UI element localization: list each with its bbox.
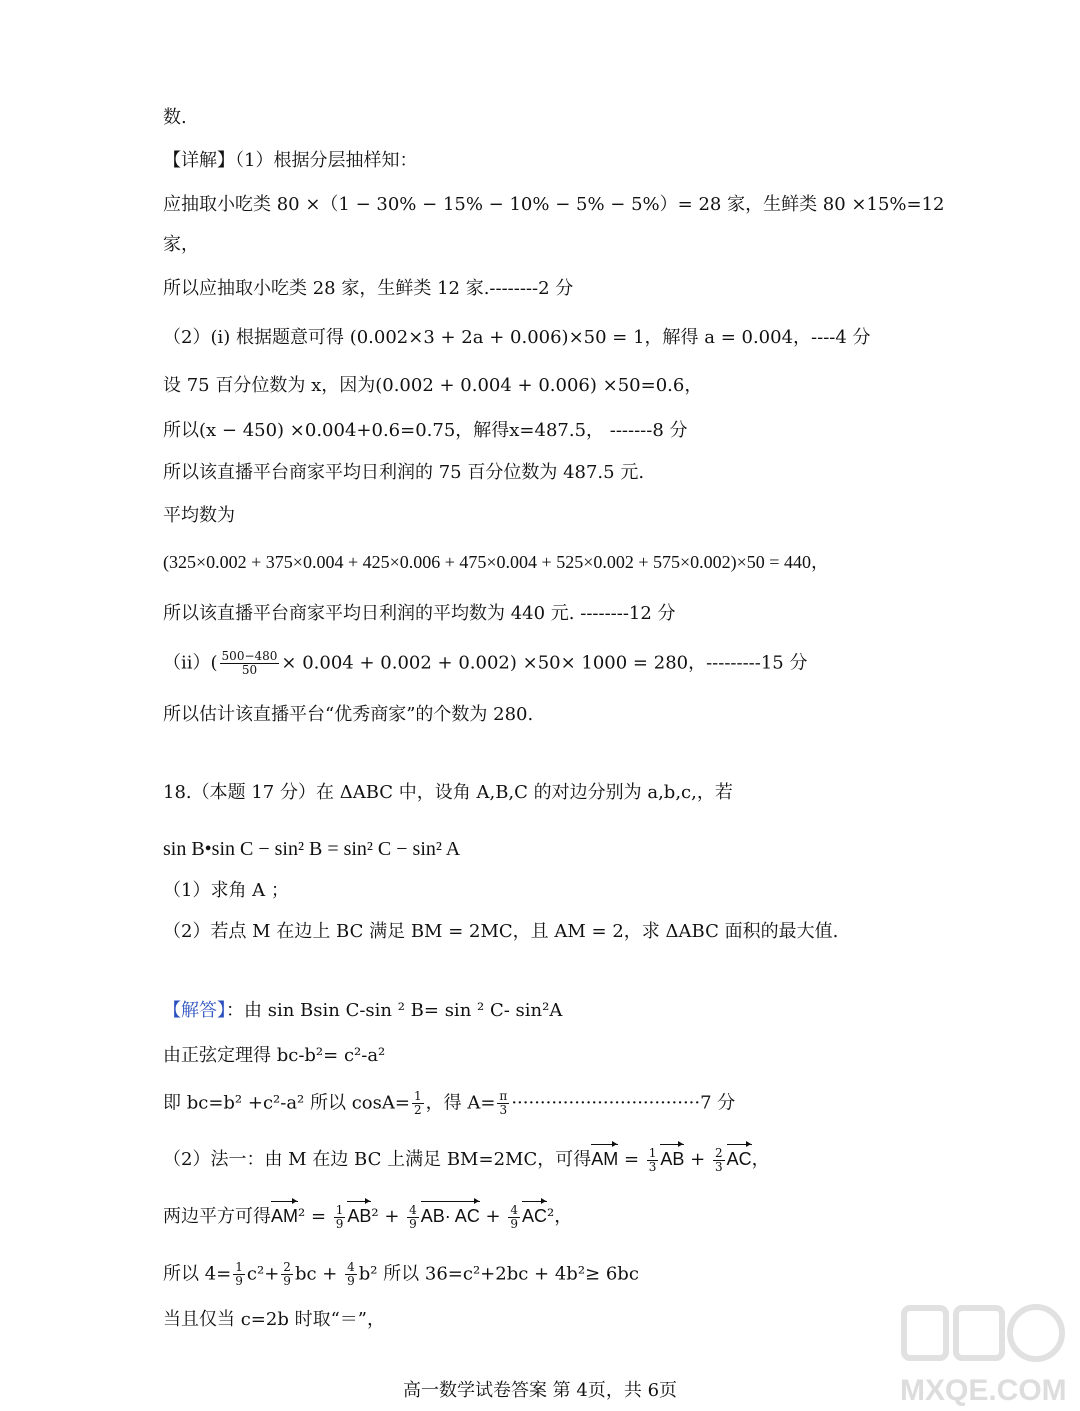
text-segment: b² 所以 36=c²+2bc + 4b²≥ 6bc: [358, 1263, 639, 1285]
text-line: 当且仅当 c=2b 时取“＝”，: [163, 1309, 385, 1330]
fraction-denominator: 3: [648, 1159, 657, 1174]
text-line: 所以估计该直播平台“优秀商家”的个数为 280.: [163, 704, 534, 725]
text-line: 所以(x − 450) ×0.004+0.6=0.75，解得x=487.5， -------8 分: [163, 420, 688, 441]
text-line: 应抽取小吃类 80 ×（1 − 30% − 15% − 10% − 5% − 5%）= 28 家，生鲜类 80 ×15%=12: [163, 194, 945, 215]
text-segment: +: [479, 1206, 507, 1227]
text-segment: =: [618, 1149, 645, 1170]
text-line: 设 75 百分位数为 x，因为(0.002 + 0.004 + 0.006) ×50=0.6，: [163, 375, 703, 396]
watermark-text: MXQE.COM: [900, 1374, 1067, 1407]
text-segment: 所以 4=: [163, 1263, 232, 1285]
formula-line: [163, 1203, 572, 1231]
fraction: [508, 1204, 520, 1231]
formula-line: sin B•sin C − sin² B = sin² C − sin² A: [163, 838, 461, 860]
fraction-denominator: 9: [510, 1216, 518, 1231]
text-line: 平均数为: [163, 505, 235, 526]
text-line: 所以应抽取小吃类 28 家，生鲜类 12 家.--------2 分: [163, 278, 574, 299]
text-segment: ，: [751, 1149, 770, 1170]
text-segment: c²+: [246, 1263, 280, 1285]
text-line: 所以该直播平台商家平均日利润的 75 百分位数为 487.5 元.: [163, 462, 645, 483]
text-segment: +: [684, 1149, 711, 1170]
vector-ac: AC: [727, 1146, 752, 1172]
fraction-denominator: 9: [335, 1216, 344, 1231]
fraction-denominator: 2: [413, 1103, 422, 1117]
fraction-denominator: 9: [235, 1274, 243, 1288]
text-line: 由正弦定理得 bc-b²= c²-a²: [163, 1045, 386, 1066]
fraction: [220, 650, 280, 677]
question-heading: 18.（本题 17 分）在 ΔABC 中，设角 A,B,C 的对边分别为 a,b,c,，若: [163, 782, 733, 803]
fraction-numerator: 2: [714, 1145, 723, 1160]
fraction-numerator: 4: [347, 1260, 355, 1274]
fraction-numerator: 4: [409, 1202, 417, 1217]
question-part: （2）若点 M 在边上 BC 满足 BM = 2MC，且 AM = 2，求 ΔABC 面积的最大值.: [163, 921, 839, 942]
fraction: [281, 1261, 293, 1288]
formula-line: [163, 1090, 735, 1117]
fraction: [647, 1147, 659, 1174]
vector-ab-dot-ac: AB· AC: [421, 1203, 480, 1229]
text-line: （2）(i) 根据题意可得 (0.002×3 + 2a + 0.006)×50 = 1，解得 a = 0.004，----4 分: [163, 327, 871, 348]
text-segment: ：由 sin Bsin C-sin ² B= sin ² C- sin²A: [226, 1000, 563, 1021]
fraction-numerator: 500−480: [221, 649, 278, 663]
vector-am: AM: [591, 1146, 618, 1172]
text-line: 家，: [163, 234, 199, 255]
formula-line: [163, 650, 807, 677]
fraction: [497, 1090, 509, 1117]
fraction-denominator: 9: [347, 1274, 355, 1288]
text-segment: 即 bc=b² +c²-a² 所以 cosA=: [163, 1092, 410, 1114]
text-segment: （ii）(: [163, 652, 218, 674]
answer-line: [163, 998, 562, 1024]
fraction-denominator: 3: [714, 1159, 723, 1174]
fraction-numerator: π: [499, 1089, 508, 1103]
fraction-numerator: 2: [283, 1260, 291, 1274]
fraction: [713, 1147, 725, 1174]
formula-line: [163, 1146, 770, 1174]
fraction-denominator: 50: [241, 663, 258, 677]
answer-tag: 【解答】: [163, 1000, 226, 1021]
text-segment: （2）法一：由 M 在边 BC 上满足 BM=2MC，可得: [163, 1149, 592, 1170]
fraction-numerator: 1: [648, 1145, 657, 1160]
text-segment: ² =: [298, 1206, 332, 1227]
fraction-numerator: 4: [510, 1202, 518, 1217]
text-line: 数.: [163, 107, 187, 128]
text-segment: ·································7 分: [511, 1092, 736, 1114]
vector-ab: AB: [347, 1203, 371, 1229]
fraction-denominator: 3: [499, 1103, 508, 1117]
vector-ac: AC: [522, 1203, 547, 1229]
page-footer: 高一数学试卷答案 第 4页，共 6页: [402, 1380, 678, 1401]
vector-ab: AB: [660, 1146, 684, 1172]
fraction: [233, 1261, 245, 1288]
vector-am: AM: [271, 1203, 298, 1229]
fraction: [334, 1204, 346, 1231]
fraction-denominator: 9: [409, 1216, 417, 1231]
formula-line: (325×0.002 + 375×0.004 + 425×0.006 + 475×0.004 + 525×0.002 + 575×0.002)×50 = 440，: [163, 552, 829, 572]
text-segment: ，得 A=: [425, 1092, 496, 1114]
text-segment: ²，: [547, 1206, 573, 1227]
text-segment: ² +: [371, 1206, 406, 1227]
fraction: [345, 1261, 357, 1288]
text-segment: 两边平方可得: [163, 1206, 271, 1227]
text-segment: bc +: [294, 1263, 344, 1285]
watermark-logo: [896, 1300, 1072, 1408]
text-line: 【详解】（1）根据分层抽样知：: [163, 150, 418, 171]
text-line: 所以该直播平台商家平均日利润的平均数为 440 元. --------12 分: [163, 603, 676, 624]
question-part: （1）求角 A ；: [163, 880, 289, 901]
fraction: [407, 1204, 419, 1231]
formula-line: [163, 1261, 639, 1288]
fraction-numerator: 1: [335, 1202, 344, 1217]
fraction: [412, 1090, 424, 1117]
fraction-denominator: 9: [283, 1274, 291, 1288]
text-segment: × 0.004 + 0.002 + 0.002) ×50× 1000 = 280，---------15 分: [281, 652, 808, 674]
fraction-numerator: 1: [235, 1260, 243, 1274]
fraction-numerator: 1: [413, 1089, 422, 1103]
